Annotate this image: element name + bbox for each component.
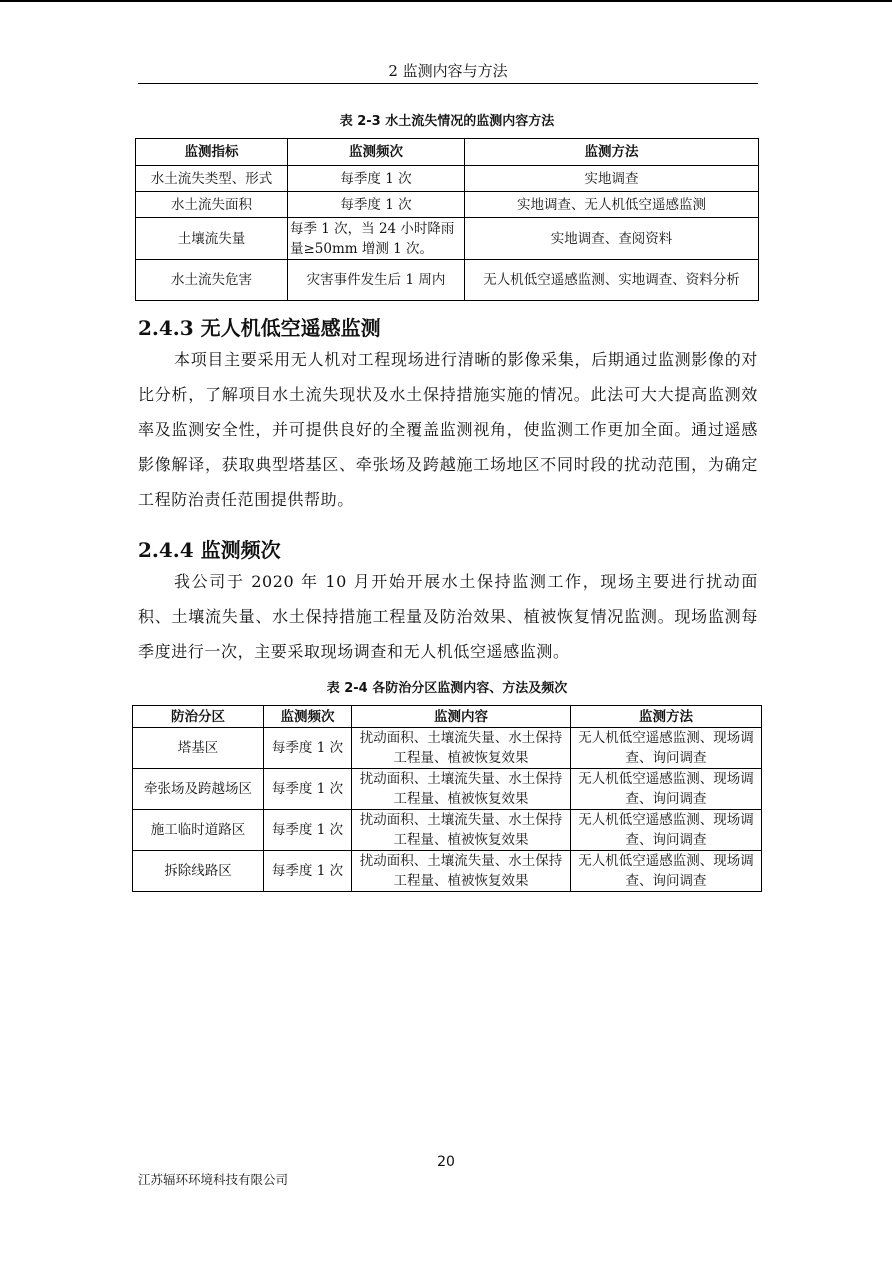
table-cell: 水土流失面积 [136,192,288,218]
column-header: 监测内容 [352,706,571,728]
column-header: 监测指标 [136,139,288,166]
table-cell: 扰动面积、土壤流失量、水土保持工程量、植被恢复效果 [352,851,571,892]
table-cell: 土壤流失量 [136,218,288,260]
table-cell: 无人机低空遥感监测、现场调查、询问调查 [571,728,762,769]
table-row [133,851,762,892]
table-2-4 [132,705,762,892]
table-cell: 扰动面积、土壤流失量、水土保持工程量、植被恢复效果 [352,769,571,810]
table-cell: 无人机低空遥感监测、现场调查、询问调查 [571,810,762,851]
section-heading-2-4-3: 2.4.3 无人机低空遥感监测 [138,316,381,340]
table-cell: 扰动面积、土壤流失量、水土保持工程量、植被恢复效果 [352,810,571,851]
table-row [133,769,762,810]
running-header: 2 监测内容与方法 [388,62,508,80]
company-footer: 江苏辐环环境科技有限公司 [138,1172,289,1187]
table-2-4-caption: 表 2-4 各防治分区监测内容、方法及频次 [326,681,568,696]
column-header: 监测频次 [264,706,352,728]
table-cell: 施工临时道路区 [133,810,264,851]
table-row [136,192,759,218]
page-number: 20 [437,1154,455,1170]
top-border-line [0,0,892,2]
table-row [133,728,762,769]
table-row [136,166,759,192]
header-rule [138,83,758,84]
table-cell: 扰动面积、土壤流失量、水土保持工程量、植被恢复效果 [352,728,571,769]
table-row [136,260,759,301]
table-cell: 每季度 1 次 [264,851,352,892]
table-2-3 [135,138,759,301]
table-cell: 牵张场及跨越场区 [133,769,264,810]
column-header: 监测方法 [465,139,759,166]
table-cell: 塔基区 [133,728,264,769]
table-cell: 每季度 1 次 [288,192,465,218]
table-row [133,810,762,851]
table-row [136,218,759,260]
section-heading-2-4-4: 2.4.4 监测频次 [138,538,281,562]
table-cell: 灾害事件发生后 1 周内 [288,260,465,301]
table-cell: 无人机低空遥感监测、现场调查、询问调查 [571,769,762,810]
table-cell: 每季度 1 次 [288,166,465,192]
table-cell: 每季度 1 次 [264,810,352,851]
section-2-4-4-paragraph: 我公司于 2020 年 10 月开始开展水土保持监测工作，现场主要进行扰动面积、土壤流失量、水土保持措施工程量及防治效果、植被恢复情况监测。现场监测每季度进行一次，主要采取现场调查和无人机低空遥感监测。 [138,572,758,661]
table-cell: 无人机低空遥感监测、实地调查、资料分析 [465,260,759,301]
column-header: 监测频次 [288,139,465,166]
column-header: 防治分区 [133,706,264,728]
table-header-row [133,706,762,728]
table-cell: 拆除线路区 [133,851,264,892]
table-header-row [136,139,759,166]
table-cell: 实地调查 [465,166,759,192]
table-cell: 每季度 1 次 [264,769,352,810]
column-header: 监测方法 [571,706,762,728]
table-cell: 实地调查、无人机低空遥感监测 [465,192,759,218]
table-2-3-caption: 表 2-3 水土流失情况的监测内容方法 [339,114,555,129]
table-cell: 水土流失危害 [136,260,288,301]
table-cell: 每季 1 次，当 24 小时降雨量≥50mm 增测 1 次。 [288,218,465,260]
table-cell: 无人机低空遥感监测、现场调查、询问调查 [571,851,762,892]
section-2-4-3-paragraph: 本项目主要采用无人机对工程现场进行清晰的影像采集，后期通过监测影像的对比分析，了解项目水土流失现状及水土保持措施实施的情况。此法可大大提高监测效率及监测安全性，并可提供良好的全覆盖监测视角，使监测工作更加全面。通过遥感影像解译，获取典型塔基区、牵张场及跨越施工场地区不同时段的扰动范围，为确定工程防治责任范围提供帮助。 [138,350,758,509]
table-cell: 水土流失类型、形式 [136,166,288,192]
table-cell: 实地调查、查阅资料 [465,218,759,260]
table-cell: 每季度 1 次 [264,728,352,769]
